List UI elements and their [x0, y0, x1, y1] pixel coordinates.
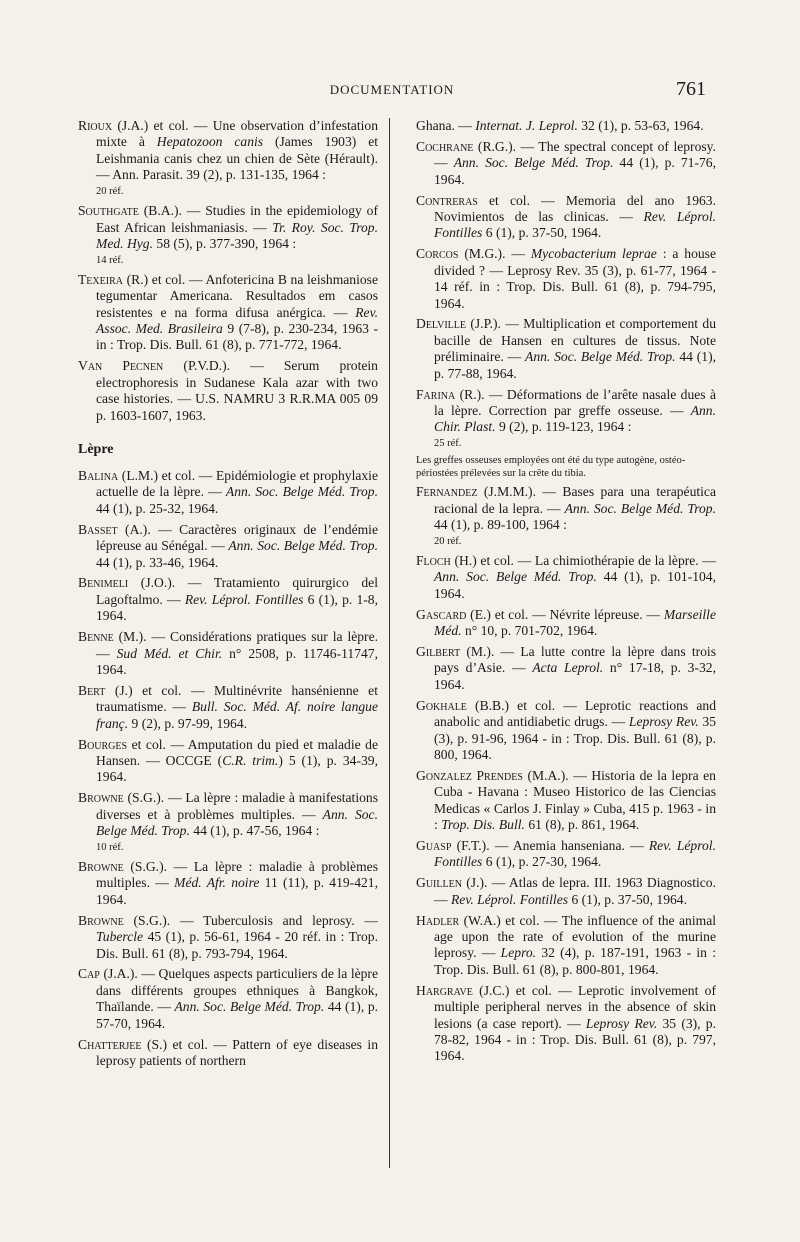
entry-journal: Ann. Soc. Belge Méd. Trop.	[525, 349, 676, 365]
entry-author: Balina	[78, 468, 119, 483]
entry-author: Bert	[78, 682, 106, 698]
entry-initials: (R.) et col.	[122, 271, 186, 287]
entry-initials: (H.) et col.	[450, 553, 514, 569]
entry-initials: (M.G.).	[458, 246, 506, 262]
reference-count: 20 réf.	[434, 536, 462, 548]
bibliography-entry	[416, 838, 716, 871]
entry-journal: Ann. Soc. Belge Méd. Trop.	[434, 569, 597, 585]
entry-text: — Déformations de l’arête nasale dues à la lèpre. Correction par greffe osseuse. —	[434, 386, 716, 418]
reference-count: 25 réf.	[434, 438, 462, 450]
entry-text: — La lèpre : maladie à problèmes multiples. —	[96, 859, 378, 891]
entry-journal: Ann. Chir. Plast.	[434, 403, 716, 435]
entry-citation: 9 (2), p. 119-123, 1964 :	[495, 419, 632, 435]
entry-author: Browne	[78, 859, 124, 875]
entry-text: — La chimiothérapie de la lèpre. —	[513, 553, 716, 569]
entry-text: — Quelques aspects particuliers de la lèpre dans différents groupes ethniques à Bangkok, Thaïlande. —	[96, 966, 378, 1015]
entry-citation: 44 (1), p. 77-88, 1964.	[434, 349, 717, 381]
entry-citation: 58 (5), p. 377-390, 1964 :	[153, 235, 297, 251]
entry-citation: 6 (1), p. 1-8, 1964.	[96, 591, 378, 624]
entry-journal: C.R. trim.	[222, 753, 279, 768]
section-heading: Lèpre	[78, 442, 114, 457]
entry-text: — Pattern of eye diseases in leprosy patients of northern	[96, 1036, 378, 1068]
entry-initials: (B.B.) et col.	[466, 697, 556, 713]
entry-author: Southgate	[78, 203, 139, 219]
bibliography-entry	[78, 575, 378, 624]
entry-initials: (S.G.).	[123, 859, 167, 875]
running-title: DOCUMENTATION	[329, 82, 455, 97]
entry-author: Browne	[78, 912, 124, 928]
entry-author: Cochrane	[416, 138, 474, 154]
entry-author: Guasp	[416, 838, 452, 854]
entry-author: Gilbert	[416, 644, 461, 660]
entry-journal: Lepro.	[500, 945, 537, 961]
entry-journal: Internat. J. Leprol.	[475, 118, 578, 133]
entry-initials: (S.G.).	[123, 790, 165, 806]
entry-journal: Ann. Soc. Belge Méd. Trop.	[174, 999, 325, 1015]
entry-text: — Serum protein electrophoresis in Sudanese Kala azar with two case histories. — U.S. NAMRU 3 R.R.MA 005 09 p. 1603-1607, 1963.	[96, 358, 378, 423]
entry-journal: Ann. Soc. Belge Méd. Trop.	[96, 806, 378, 839]
entry-journal: Rev. Assoc. Med. Brasileira	[96, 304, 378, 337]
entry-text: — Leprotic reactions and anabolic and antidiabetic drugs. —	[434, 697, 716, 730]
entry-initials: (J.O.).	[128, 575, 176, 591]
leprosy-entries	[78, 468, 378, 1069]
entry-initials: (J.A.) et col.	[112, 118, 189, 133]
entry-journal: Tubercle	[96, 929, 144, 945]
entry-text: — Tuberculosis and leprosy. —	[170, 912, 378, 928]
entry-author: Gascard	[416, 606, 467, 622]
entry-author: Farina	[416, 386, 456, 402]
entry-initials: (S.G.).	[123, 912, 171, 928]
bibliography-entry	[78, 683, 378, 732]
reference-count: 14 réf.	[96, 254, 124, 266]
entry-initials: (R.).	[455, 386, 485, 402]
entry-initials: et col.	[127, 736, 166, 752]
entry-citation: (James 1903) et Leishmania canis chez un chien de Sète (Hérault). — Ann. Parasit. 39 (2), p. 131-135, 1964 :	[96, 134, 378, 183]
entry-citation: n° 10, p. 701-702, 1964.	[461, 623, 598, 639]
entry-text: — Caractères originaux de l’endémie lépreuse au Sénégal. —	[96, 521, 378, 554]
entry-initials: (R.G.).	[473, 138, 517, 154]
entry-author: Basset	[78, 521, 118, 537]
entry-journal: Ann. Soc. Belge Méd. Trop.	[225, 484, 379, 500]
entry-text: — Multiplication et comportement du bacille de Hansen en cultures de tissus. Note préliminaire. —	[434, 316, 716, 365]
entry-citation: 9 (2), p. 97-99, 1964.	[128, 715, 248, 731]
entry-text: — The influence of the animal age upon the rate of evolution of the murine leprosy. —	[434, 912, 717, 961]
bibliography-entry	[416, 118, 716, 134]
entry-citation: 32 (1), p. 53-63, 1964.	[577, 118, 704, 133]
entry-journal: Hepatozoon canis	[156, 134, 264, 150]
entry-initials: (J.) et col.	[105, 682, 182, 698]
entry-journal: Mycobacterium leprae	[530, 246, 657, 262]
entry-journal: Ann. Soc. Belge Méd. Trop.	[564, 500, 717, 516]
entry-citation: 6 (1), p. 37-50, 1964.	[568, 891, 687, 907]
column-rule	[389, 118, 390, 1168]
entry-citation: n° 2508, p. 11746-11747, 1964.	[96, 645, 378, 677]
entry-author: Van Pecnen	[78, 358, 164, 374]
entry-initials: (M.).	[113, 629, 147, 645]
entry-text: —	[505, 246, 531, 262]
bibliography-entry	[416, 644, 716, 693]
entry-journal: Trop. Dis. Bull.	[441, 817, 525, 833]
entry-journal: Rev. Léprol. Fontilles	[451, 891, 569, 907]
bibliography-entry	[78, 358, 378, 424]
entry-text: — Considérations pratiques sur la lèpre. —	[96, 629, 379, 661]
page-number: 761	[676, 78, 706, 100]
entry-journal: Méd. Afr. noire	[174, 875, 260, 891]
bibliography-entry	[78, 966, 378, 1032]
entry-text: — Tratamiento quirurgico del Lagoftalmo. —	[96, 575, 378, 607]
entry-text: — Amputation du pied et maladie de Hansen. — OCCGE (	[96, 736, 378, 768]
entry-journal: Rev. Léprol. Fontilles	[434, 838, 716, 870]
entry-author: Hadler	[416, 912, 460, 928]
entry-journal: Rev. Léprol. Fontilles	[184, 591, 304, 607]
entry-journal: Marseille Méd.	[434, 606, 716, 639]
bibliography-entry	[416, 875, 716, 908]
bibliography-entry	[416, 246, 716, 312]
entry-citation: 35 (3), p. 91-96, 1964 - in : Trop. Dis. Bull. 61 (8), p. 800, 1964.	[434, 714, 716, 762]
entry-citation: 45 (1), p. 56-61, 1964 - 20 réf. in : Trop. Dis. Bull. 61 (8), p. 793-794, 1964.	[96, 929, 378, 961]
entry-text: — La lutte contre la lèpre dans trois pays d’Asie. —	[434, 644, 716, 676]
entry-initials: (J.P.).	[466, 316, 501, 332]
bibliography-entry	[78, 790, 378, 839]
entry-text: — Névrite lépreuse. —	[528, 606, 664, 622]
bibliography-entry	[416, 768, 716, 834]
entry-text: — Une observation d’infestation mixte à	[96, 118, 378, 150]
entry-journal: Tr. Roy. Soc. Trop. Med. Hyg.	[96, 219, 378, 251]
entry-text: — Multinévrite hansénienne et traumatisme. —	[96, 682, 378, 715]
entry-text: — Studies in the epidemiology of East African leishmaniasis. —	[96, 203, 378, 235]
entry-author: Chatterjee	[78, 1036, 142, 1052]
entry-citation: 32 (4), p. 187-191, 1963 - in : Trop. Dis. Bull. 61 (8), p. 800-801, 1964.	[434, 945, 716, 977]
entry-initials: (M.A.).	[522, 767, 569, 783]
entry-author: Contreras	[416, 192, 478, 208]
entry-author: Cap	[78, 966, 100, 982]
entry-author: Browne	[78, 790, 124, 806]
entry-initials: (B.A.).	[138, 203, 182, 219]
entry-text: — Leprotic involvement of multiple peripheral nerves in the absence of skin lesions (a case report). —	[434, 982, 716, 1031]
leishmaniasis-entries	[78, 118, 378, 424]
bibliography-entry	[78, 203, 378, 252]
entry-initials: (S.) et col.	[141, 1036, 208, 1052]
entry-initials: (M.).	[460, 644, 495, 660]
entry-journal: Leprosy Rev.	[628, 714, 699, 730]
entry-initials: (J.M.M.).	[477, 484, 536, 500]
entry-journal: Leprosy Rev.	[585, 1015, 658, 1031]
entry-initials: (F.T.).	[451, 838, 490, 854]
entry-citation: 9 (7-8), p. 230-234, 1963 - in : Trop. Dis. Bull. 61 (8), p. 771-772, 1964.	[96, 321, 378, 353]
entry-author: Corcos	[416, 246, 459, 262]
entry-author: Benne	[78, 629, 114, 645]
entry-journal: Ann. Soc. Belge Méd. Trop.	[228, 538, 378, 554]
entry-citation: ) 5 (1), p. 34-39, 1964.	[96, 753, 378, 785]
bibliography-entry	[78, 522, 378, 571]
bibliography-entry	[416, 139, 716, 188]
bibliography-entry	[416, 316, 716, 382]
entry-citation: 44 (1), p. 101-104, 1964.	[434, 569, 716, 601]
entry-journal: Rev. Léprol. Fontilles	[434, 209, 716, 241]
entry-citation: 44 (1), p. 89-100, 1964 :	[434, 517, 567, 533]
entry-text: Ghana. —	[416, 118, 476, 133]
entry-text: — Bases para una terapéutica racional de la lepra. —	[434, 484, 716, 516]
bibliography-entry	[416, 698, 716, 764]
reference-count: 20 réf.	[96, 186, 124, 198]
entry-citation: 44 (1), p. 25-32, 1964.	[96, 500, 219, 516]
bibliography-entry	[78, 272, 378, 354]
bibliography-entry	[78, 913, 378, 962]
entry-text: — Anfotericina B na leishmaniose tegumentar Americana. Resultados em casos resistentes e na forma difusa anérgica. —	[96, 271, 379, 320]
bibliography-entry	[416, 484, 716, 533]
entry-journal: Sud Méd. et Chir.	[116, 645, 223, 661]
bibliography-entry	[416, 387, 716, 436]
entry-initials: (J.C.) et col.	[472, 982, 552, 998]
entry-initials: (J.A.).	[99, 966, 138, 982]
leprosy-entries-continued	[416, 118, 716, 1065]
bibliography-entry	[416, 983, 716, 1065]
entry-citation: 44 (1), p. 33-46, 1964.	[96, 554, 219, 570]
page-header	[78, 78, 706, 102]
entry-author: Hargrave	[416, 982, 473, 998]
bibliography-entry	[78, 1037, 378, 1070]
bibliography-entry	[78, 737, 378, 786]
entry-initials: (J.).	[461, 875, 488, 891]
entry-text: — La lèpre : maladie à manifestations diverses et à problèmes multiples. —	[96, 790, 378, 822]
entry-journal: Bull. Soc. Méd. Af. noire langue franç.	[96, 699, 379, 731]
entry-initials: (W.A.) et col.	[459, 912, 540, 928]
entry-text: — The spectral concept of leprosy. —	[434, 138, 716, 171]
bibliography-entry	[78, 859, 378, 908]
entry-citation: 44 (1), p. 57-70, 1964.	[96, 999, 379, 1031]
entry-text: — Atlas de lepra. III. 1963 Diagnostico. —	[434, 875, 716, 907]
entry-initials: (P.V.D.).	[163, 358, 230, 374]
left-column	[78, 118, 378, 1074]
entry-author: Fernandez	[416, 484, 478, 500]
entry-initials: (L.M.) et col.	[118, 468, 196, 483]
entry-author: Floch	[416, 553, 451, 569]
entry-citation: 11 (11), p. 419-421, 1964.	[96, 875, 379, 907]
entry-author: Gonzalez Prendes	[416, 767, 523, 783]
entry-citation: 6 (1), p. 37-50, 1964.	[482, 225, 602, 241]
bibliography-entry	[416, 553, 716, 602]
entry-journal: Acta Leprol.	[532, 660, 604, 676]
entry-initials: et col.	[477, 192, 530, 208]
bibliography-entry	[78, 629, 378, 678]
entry-citation: 61 (8), p. 861, 1964.	[524, 817, 640, 833]
entry-author: Guillen	[416, 875, 462, 891]
bibliography-entry	[416, 607, 716, 640]
bibliography-entry	[416, 193, 716, 242]
bibliography-entry	[78, 118, 378, 184]
entry-initials: (E.) et col.	[466, 606, 529, 622]
entry-initials: (A.).	[117, 521, 151, 537]
entry-author: Gokhale	[416, 697, 467, 713]
entry-text: — Anemia hanseniana. —	[489, 838, 649, 854]
bibliography-entry	[78, 468, 378, 517]
right-column	[416, 118, 716, 1069]
entry-text: — Memoria del ano 1963. Novimientos de las clinicas. —	[434, 192, 716, 225]
reference-count: 10 réf.	[96, 842, 124, 854]
entry-citation: 44 (1), p. 47-56, 1964 :	[189, 823, 320, 839]
entry-author: Bourges	[78, 736, 128, 752]
entry-note: Les greffes osseuses employées ont été du type autogène, ostéo-périostées prélevées sur la crête du tibia.	[416, 455, 686, 479]
entry-author: Texeira	[78, 271, 123, 287]
entry-citation: 35 (3), p. 78-82, 1964 - in : Trop. Dis. Bull. 61 (8), p. 797, 1964.	[434, 1015, 717, 1064]
entry-citation: : a house divided ? — Leprosy Rev. 35 (3), p. 61-77, 1964 - 14 réf. in : Trop. Dis. Bull. 61 (8), p. 794-795, 1964.	[434, 246, 716, 311]
entry-author: Delville	[416, 316, 466, 332]
entry-text: — Epidémiologie et prophylaxie actuelle de la lèpre. —	[96, 468, 378, 500]
entry-author: Benimeli	[78, 575, 129, 591]
entry-author: Rioux	[78, 118, 113, 133]
entry-citation: n° 17-18, p. 3-32, 1964.	[434, 660, 716, 692]
entry-text: — Historia de la lepra en Cuba - Havana : Museo Historico de las Ciencias Medicas « Carlos J. Finlay » Cuba, 415 p. 1963 - in :	[434, 767, 716, 833]
entry-journal: Ann. Soc. Belge Méd. Trop.	[453, 155, 614, 171]
bibliography-entry	[416, 913, 716, 979]
entry-citation: 44 (1), p. 71-76, 1964.	[434, 155, 716, 187]
entry-citation: 6 (1), p. 27-30, 1964.	[482, 854, 602, 870]
